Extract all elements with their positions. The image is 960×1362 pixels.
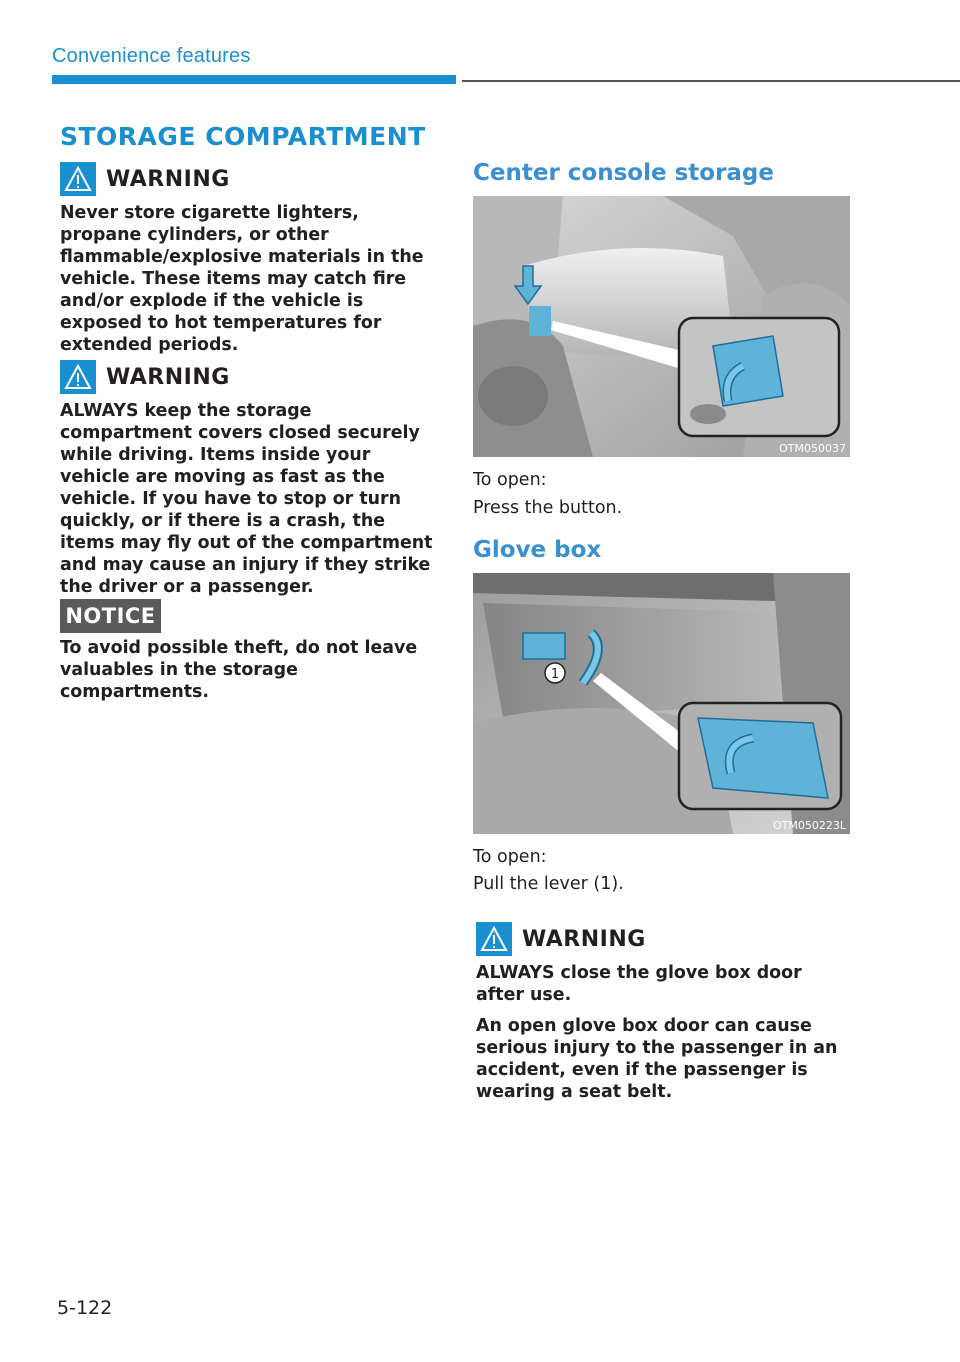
figure-code: OTM050037 — [779, 442, 846, 455]
callout-number: 1 — [550, 667, 560, 682]
warning-label: WARNING — [106, 166, 230, 192]
warning-paragraph: An open glove box door can cause serious injury to the passenger in an accident, even if the passenger is wearing a seat belt. — [476, 1016, 838, 1102]
warning-text — [60, 400, 440, 598]
center-console-title: Center console storage — [473, 160, 774, 186]
header-rule — [462, 80, 960, 82]
warning-heading — [60, 162, 440, 196]
center-console-figure — [473, 196, 850, 457]
glove-box-step1: To open: — [473, 847, 547, 867]
warning-block-3 — [476, 922, 854, 1112]
warning-text — [60, 202, 440, 356]
warning-label: WARNING — [106, 364, 230, 390]
figure-code: OTM050223L — [773, 819, 846, 832]
warning-heading — [476, 922, 854, 956]
warning-heading — [60, 360, 440, 394]
warning-icon — [60, 360, 96, 394]
warning-label: WARNING — [522, 926, 646, 952]
warning-paragraph: ALWAYS keep the storage compartment covers closed securely while driving. Items inside your vehicle are moving as fast as the vehicle. If you have to stop or turn quickly, or if there is a crash, the items may fly out of the compartment and may cause an injury if they strike the driver or a passenger. — [60, 401, 433, 597]
warning-text — [476, 962, 854, 1103]
warning-paragraph: ALWAYS close the glove box door after use. — [476, 963, 802, 1005]
notice-label: NOTICE — [60, 599, 161, 633]
glove-box-step2: Pull the lever (1). — [473, 874, 624, 894]
warning-block-1 — [60, 162, 440, 365]
warning-icon — [60, 162, 96, 196]
center-console-step1: To open: — [473, 470, 547, 490]
page-title: STORAGE COMPARTMENT — [60, 122, 426, 151]
warning-icon — [476, 922, 512, 956]
center-console-illustration — [473, 196, 850, 457]
header-rule-accent — [52, 75, 456, 84]
warning-paragraph: Never store cigarette lighters, propane cylinders, or other flammable/explosive materials in the vehicle. These items may catch fire and/or explode if the vehicle is exposed to hot temperatures for extended periods. — [60, 203, 424, 355]
glove-box-illustration — [473, 573, 850, 834]
warning-block-2 — [60, 360, 440, 607]
glove-box-title: Glove box — [473, 537, 602, 563]
notice-text — [60, 637, 440, 712]
page-number: 5-122 — [57, 1297, 113, 1319]
notice-paragraph: To avoid possible theft, do not leave valuables in the storage compartments. — [60, 638, 418, 702]
glove-box-figure — [473, 573, 850, 834]
running-header: Convenience features — [52, 45, 251, 67]
center-console-step2: Press the button. — [473, 498, 623, 518]
